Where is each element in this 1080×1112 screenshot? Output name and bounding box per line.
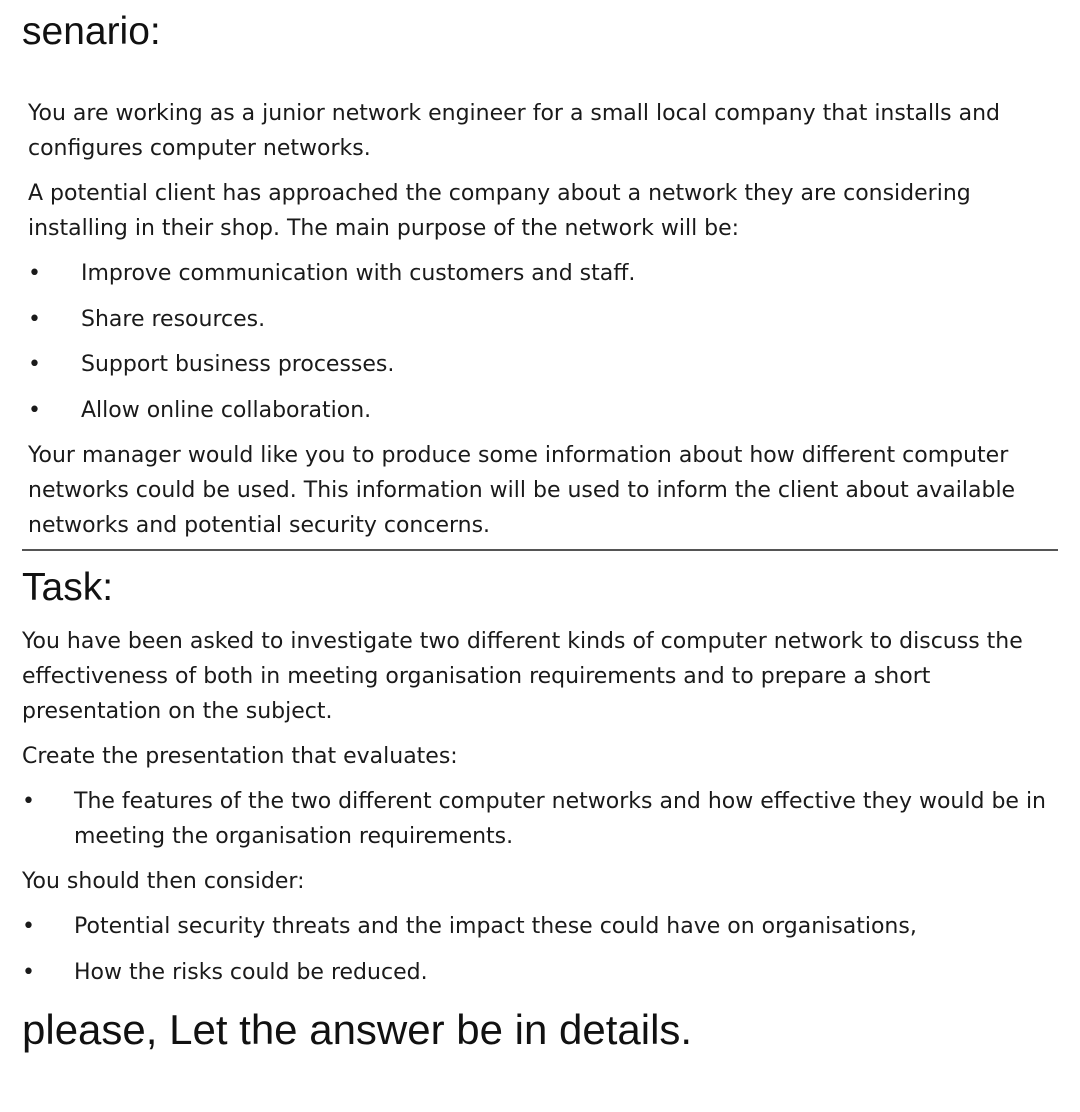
bullet-icon: • xyxy=(28,352,41,377)
consider-list xyxy=(22,909,1062,1000)
evaluate-label: Create the presentation that evaluates: xyxy=(22,744,458,769)
section-divider xyxy=(22,549,1058,551)
consider-text: Potential security threats and the impact these could have on organisations, xyxy=(74,914,917,939)
scenario-heading: senario: xyxy=(22,10,161,53)
list-item xyxy=(28,256,1058,302)
list-item xyxy=(28,302,1058,348)
bullet-icon: • xyxy=(28,306,41,332)
bullet-icon: • xyxy=(22,789,35,814)
task-intro: You have been asked to investigate two different kinds of computer network to discuss the effectiveness of both in meeting organisation requirements and to prepare a short presentation on the subject. xyxy=(22,629,1023,724)
list-item xyxy=(22,955,1062,1001)
client-paragraph: A potential client has approached the company about a network they are considering installing in their shop. The main purpose of the network will be: xyxy=(28,181,971,241)
closing-request: please, Let the answer be in details. xyxy=(22,1006,693,1053)
list-item xyxy=(28,347,1058,393)
purpose-list xyxy=(28,256,1058,438)
purpose-text: Share resources. xyxy=(81,306,266,332)
consider-text: How the risks could be reduced. xyxy=(74,959,428,985)
task-text xyxy=(22,624,1062,1000)
bullet-icon: • xyxy=(28,397,41,423)
list-item xyxy=(28,393,1058,439)
task-heading: Task: xyxy=(22,566,114,609)
bullet-icon: • xyxy=(22,914,35,939)
evaluate-list xyxy=(22,784,1062,864)
evaluate-text: The features of the two different computer networks and how effective they would be in meeting the organisation requirements. xyxy=(74,789,1046,849)
purpose-text: Improve communication with customers and staff. xyxy=(81,261,636,286)
scenario-text xyxy=(28,96,1058,543)
scenario-intro: You are working as a junior network engineer for a small local company that installs and configures computer networks. xyxy=(28,101,1001,161)
manager-paragraph: Your manager would like you to produce some information about how different computer networks could be used. This information will be used to inform the client about available networks and potential security concerns. xyxy=(28,443,1016,538)
purpose-text: Support business processes. xyxy=(81,352,395,377)
list-item xyxy=(22,784,1062,864)
bullet-icon: • xyxy=(22,959,35,985)
bullet-icon: • xyxy=(28,261,41,286)
purpose-text: Allow online collaboration. xyxy=(81,397,372,423)
list-item xyxy=(22,909,1062,955)
consider-label: You should then consider: xyxy=(22,869,305,894)
